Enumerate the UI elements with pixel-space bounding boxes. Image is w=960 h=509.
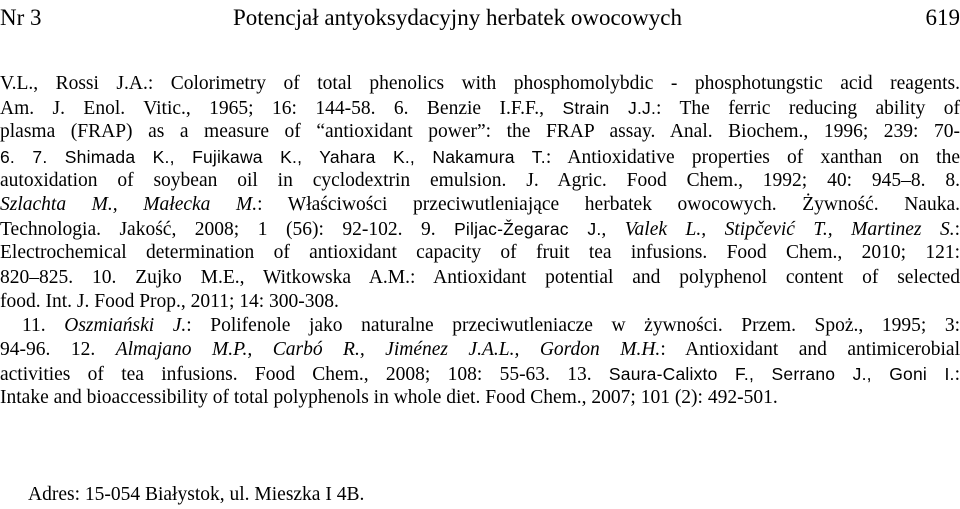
reference-line-8: Electrochemical determination of antioxidant capacity of fruit tea infusions. Food Chem., 2010; 121: xyxy=(0,242,960,264)
reference-line-9: 820–825. 10. Zujko M.E., Witkowska A.M.: Antioxidant potential and polyphenol content of selected xyxy=(0,266,960,288)
author-names: Valek L., Stipčević T., Martinez S. xyxy=(624,219,955,241)
reference-line-1: V.L., Rossi J.A.: Colorimetry of total phenolics with phosphomolybdic - phosphotungstic acid reagents. xyxy=(0,73,960,94)
reference-line-13: activities of tea infusions. Food Chem., 2008; 108: 55-63. 13. Saura-Calixto F., Serrano J., Goni I.: xyxy=(0,364,960,386)
reference-line-4: 6. 7. Shimada K., Fujikawa K., Yahara K., Nakamura T.: Antioxidative properties of xanthan on the xyxy=(0,146,960,168)
reference-list xyxy=(0,72,960,411)
reference-line-6: Szlachta M., Małecka M.: Właściwości przeciwutleniające herbatek owocowych. Żywność. Nauka. xyxy=(0,193,960,215)
reference-line-14: Intake and bioaccessibility of total polyphenols in whole diet. Food Chem., 2007; 101 (2): 492-501. xyxy=(0,387,778,409)
author-names: Almajano M.P., Carbó R., Jiménez J.A.L., Gordon M.H. xyxy=(115,339,661,361)
page-header xyxy=(0,2,960,34)
author-names: Piljac-Žegarac J. xyxy=(454,219,602,240)
author-address: Adres: 15-054 Białystok, ul. Mieszka I 4B. xyxy=(28,484,365,505)
author-names: Strain J.J. xyxy=(562,98,657,119)
reference-line-12: 94-96. 12. Almajano M.P., Carbó R., Jiménez J.A.L., Gordon M.H.: Antioxidant and antimicerobial xyxy=(0,339,960,361)
reference-line-7: Technologia. Jakość, 2008; 1 (56): 92-102. 9. Piljac-Žegarac J., Valek L., Stipčević T., Martinez S.: xyxy=(0,219,960,241)
reference-line-5: autoxidation of soybean oil in cyclodextrin emulsion. J. Agric. Food Chem., 1992; 40: 945–8. 8. xyxy=(0,169,960,191)
reference-line-10: food. Int. J. Food Prop., 2011; 14: 300-308. xyxy=(0,290,339,312)
author-names: 6. 7. Shimada K., Fujikawa K., Yahara K., Nakamura T. xyxy=(0,146,546,167)
reference-line-3: plasma (FRAP) as a measure of “antioxidant power”: the FRAP assay. Anal. Biochem., 1996; 239: 70- xyxy=(0,121,960,143)
reference-line-11: 11. Oszmiański J.: Polifenole jako naturalne przeciwutleniacze w żywności. Przem. Spoż., 1995; 3: xyxy=(22,314,960,336)
journal-number: Nr 3 xyxy=(0,5,42,30)
author-names: Szlachta M., Małecka M. xyxy=(0,193,258,215)
author-names: Saura-Calixto F., Serrano J., Goni I. xyxy=(608,364,955,385)
running-title: Potencjał antyoksydacyjny herbatek owocowych xyxy=(233,5,683,30)
reference-line-2: Am. J. Enol. Vitic., 1965; 16: 144-58. 6. Benzie I.F.F., Strain J.J.: The ferric reducing ability of xyxy=(0,98,960,120)
author-names: Oszmiański J. xyxy=(64,314,187,336)
page-number: 619 xyxy=(925,5,960,30)
